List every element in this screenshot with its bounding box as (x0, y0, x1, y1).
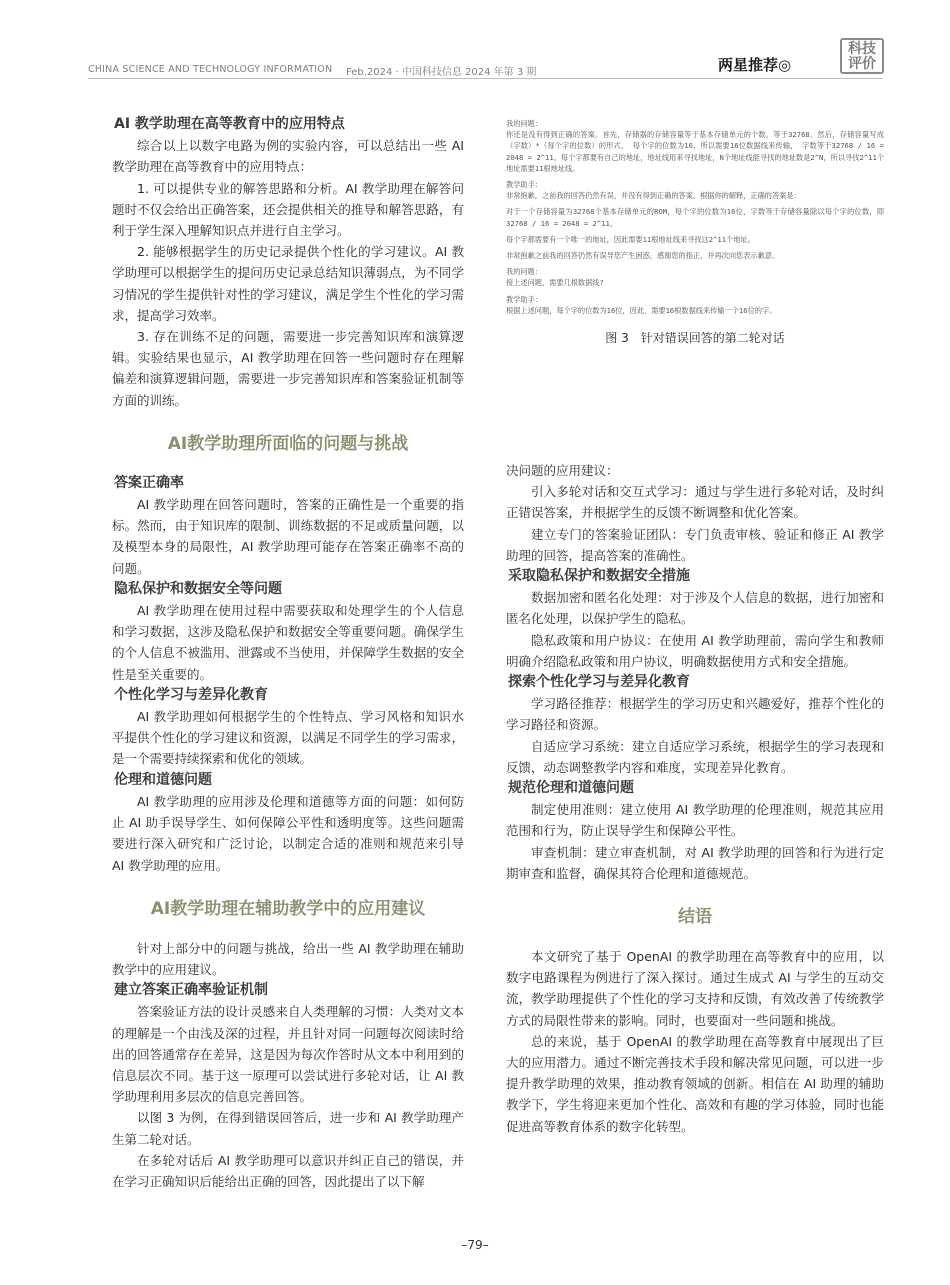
heading-personalized-learning: 探索个性化学习与差异化教育 (508, 674, 690, 691)
paragraph-conclusion-2: 总的来说，基于 OpenAI 的教学助理在高等教育中展现出了巨大的应用潜力。通过不断完善技术手段和解决常见问题，可以进一步提升教学助理的效果，推动教育领域的创新。相信在 AI 助理的辅助教学下，学生将迎来更加个性化、高效和有趣的学习体验，同时也能促进高等教育体系的数字化转型。 (506, 1033, 884, 1134)
answer-1-apology: 非常抱歉之前我的回答仍然有误导您产生困惑，感谢您的指正，并再次向您表示歉意。 (506, 251, 780, 261)
paragraph-multi-round: 在多轮对话后 AI 教学助理可以意识并纠正自己的错误，并在学习正确知识后能给出正确的回答，因此提出了以下解 (112, 1152, 464, 1189)
question-1-label: 我的问题： (506, 119, 542, 128)
journal-issue-cn: Feb.2024 · 中国科技信息 2024 年第 3 期 (346, 67, 537, 78)
answer-2-label: 教学助手： (506, 294, 542, 304)
paragraph-multi-round-dialog: 引入多轮对话和交互式学习：通过与学生进行多轮对话，及时纠正错误答案，并根据学生的反馈不断调整和优化答案。 (506, 484, 884, 521)
paragraph-personalization: AI 教学助理如何根据学生的个性特点、学习风格和知识水平提供个性化的学习建议和资源，以满足不同学生的学习需求，是一个需要持续探索和优化的领域。 (112, 709, 464, 767)
page-number: –79– (461, 1238, 489, 1252)
paragraph-intro: 综合以上以数字电路为例的实验内容，可以总结出一些 AI 教学助理在高等教育中的应用特点： (112, 138, 464, 175)
paragraph-accuracy: AI 教学助理在回答问题时，答案的正确性是一个重要的指标。然而，由于知识库的限制、训练数据的不足或质量问题，以及模型本身的局限性，AI 教学助理可能存在答案正确率不高的问题。 (112, 497, 464, 576)
page-header (88, 38, 883, 78)
answer-1-address: 每个字都需要有一个唯一的地址，因此需要11根地址线来寻找这2^11个地址。 (506, 234, 755, 244)
section-title-challenges: AI教学助理所面临的问题与挑战 (167, 433, 409, 454)
paragraph-adaptive-system: 自适应学习系统：建立自适应学习系统，根据学生的学习表现和反馈，动态调整教学内容和难度，实现差异化教育。 (506, 738, 884, 775)
paragraph-privacy-policy: 隐私政策和用户协议：在使用 AI 教学助理前，需向学生和教师明确介绍隐私政策和用户协议，明确数据使用方式和安全措施。 (506, 632, 884, 669)
paragraph-encryption: 数据加密和匿名化处理：对于涉及个人信息的数据，进行加密和匿名化处理，以保护学生的隐私。 (506, 590, 884, 627)
figure-caption: 图 3 针对错误回答的第二轮对话 (605, 331, 785, 346)
paragraph-review-mechanism: 审查机制：建立审查机制，对 AI 教学助理的回答和行为进行定期审查和监督，确保其符合伦理和道德规范。 (506, 844, 884, 881)
paragraph-usage-rules: 制定使用准则：建立使用 AI 教学助理的伦理准则，规范其应用范围和行为，防止误导学生和保障公平性。 (506, 802, 884, 839)
paragraph-figure-ref: 以图 3 为例，在得到错误回答后，进一步和 AI 教学助理产生第二轮对话。 (112, 1110, 464, 1147)
answer-1-calc: 对于一个存储容量为32768个基本存储单元的ROM，每个字的位数为16位，字数等于存储容量除以每个字的位数，即32768 / 16 = 2048 = 2^11。 (506, 207, 884, 228)
logo-line-1: 科技 (848, 41, 876, 57)
heading-features: AI 教学助理在高等教育中的应用特点 (114, 116, 345, 132)
question-2-text: 接上述问题，需要几根数据线? (506, 278, 604, 288)
heading-privacy-measures: 采取隐私保护和数据安全措施 (508, 568, 690, 585)
paragraph-feature-3: 3. 存在训练不足的问题，需要进一步完善知识库和演算逻辑。实验结果也显示，AI 教学助理在回答一些问题时存在理解偏差和演算逻辑问题，需要进一步完善知识库和答案验证机制等方面的训练。 (112, 329, 464, 408)
header-divider (88, 78, 883, 79)
figure-3 (506, 118, 884, 349)
right-column (506, 460, 884, 1137)
answer-1-text: 非常抱歉，之前我的回答仍然有误，并没有得到正确的答案。根据你的解释，正确的答案是： (506, 191, 801, 201)
paragraph-learning-path: 学习路径推荐：根据学生的学习历史和兴趣爱好，推荐个性化的学习路径和资源。 (506, 696, 884, 733)
answer-1-label: 教学助手： (506, 180, 542, 190)
paragraph-conclusion-1: 本文研究了基于 OpenAI 的教学助理在高等教育中的应用，以数字电路课程为例进行了深入探讨。通过生成式 AI 与学生的互动交流，教学助理提供了个性化的学习支持和反馈，有效改善了传统教学方式的局限性带来的影响。同时，也要面对一些问题和挑战。 (506, 949, 884, 1028)
heading-verification: 建立答案正确率验证机制 (114, 982, 268, 999)
paragraph-suggestions-intro: 针对上部分中的问题与挑战，给出一些 AI 教学助理在辅助教学中的应用建议。 (112, 940, 464, 977)
heading-privacy: 隐私保护和数据安全等问题 (114, 580, 282, 597)
chat-transcript (506, 118, 884, 316)
journal-name-en: CHINA SCIENCE AND TECHNOLOGY INFORMATION (88, 64, 333, 75)
logo-line-2: 评价 (848, 56, 876, 72)
heading-personalization: 个性化学习与差异化教育 (114, 686, 268, 703)
recommendation-label: 两星推荐◎ (718, 56, 792, 74)
section-logo (840, 38, 884, 74)
paragraph-privacy: AI 教学助理在使用过程中需要获取和处理学生的个人信息和学习数据，这涉及隐私保护和数据安全等重要问题。确保学生的个人信息不被滥用、泄露或不当使用，并保障学生数据的安全性是至关重要的。 (112, 603, 464, 682)
paragraph-continuation: 决问题的应用建议： (506, 463, 619, 478)
paragraph-feature-2: 2. 能够根据学生的历史记录提供个性化的学习建议。AI 教学助理可以根据学生的提问历史记录总结知识薄弱点，为不同学习情况的学生提供针对性的学习建议，满足学生个性化的学习需求，提高学习效率。 (112, 244, 464, 323)
left-column (112, 114, 464, 1192)
heading-ethics: 伦理和道德问题 (114, 771, 212, 788)
paragraph-ethics: AI 教学助理的应用涉及伦理和道德等方面的问题：如何防止 AI 助手误导学生、如何保障公平性和透明度等。这些问题需要进行深入研究和广泛讨论，以制定合适的准则和规范来引导 AI 教学助理的应用。 (112, 793, 464, 873)
section-title-conclusion: 结语 (678, 907, 712, 928)
heading-accuracy: 答案正确率 (114, 474, 184, 491)
paragraph-verification-team: 建立专门的答案验证团队：专门负责审核、验证和修正 AI 教学助理的回答，提高答案的准确性。 (506, 526, 884, 563)
section-title-suggestions: AI教学助理在辅助教学中的应用建议 (150, 898, 426, 919)
question-1-text: 你还是没有得到正确的答案。首先，存储器的存储容量等于基本存储单元的个数，等于32768。然后，存储容量写成（字数）*（每个字的位数）的形式， 每个字的位数为16，所以需要16位数据线来传输， 字数等于32768 / 16 = 2048 = 2^11。每个字都要有自己的地址，地址线用来寻找地址，N个地址线能寻找的地址数是2^N，所以寻找2^11个地址需要11根地址线。 (506, 130, 884, 173)
heading-ethics-norms: 规范伦理和道德问题 (508, 780, 634, 797)
answer-2-text: 根据上述问题，每个字的位数为16位，因此，需要16根数据线来传输一个16位的字。 (506, 305, 777, 315)
question-2-label: 我的问题： (506, 267, 542, 277)
paragraph-feature-1: 1. 可以提供专业的解答思路和分析。AI 教学助理在解答问题时不仅会给出正确答案，还会提供相关的推导和解答思路，有利于学生深入理解知识点并进行自主学习。 (112, 180, 464, 239)
paragraph-verification: 答案验证方法的设计灵感来自人类理解的习惯：人类对文本的理解是一个由浅及深的过程，并且针对同一问题每次阅读时给出的回答通常存在差异，这是因为每次作答时从文本中利用到的信息层次不同。基于这一原理可以尝试进行多轮对话，让 AI 教学助理利用多层次的信息完善回答。 (112, 1004, 464, 1105)
